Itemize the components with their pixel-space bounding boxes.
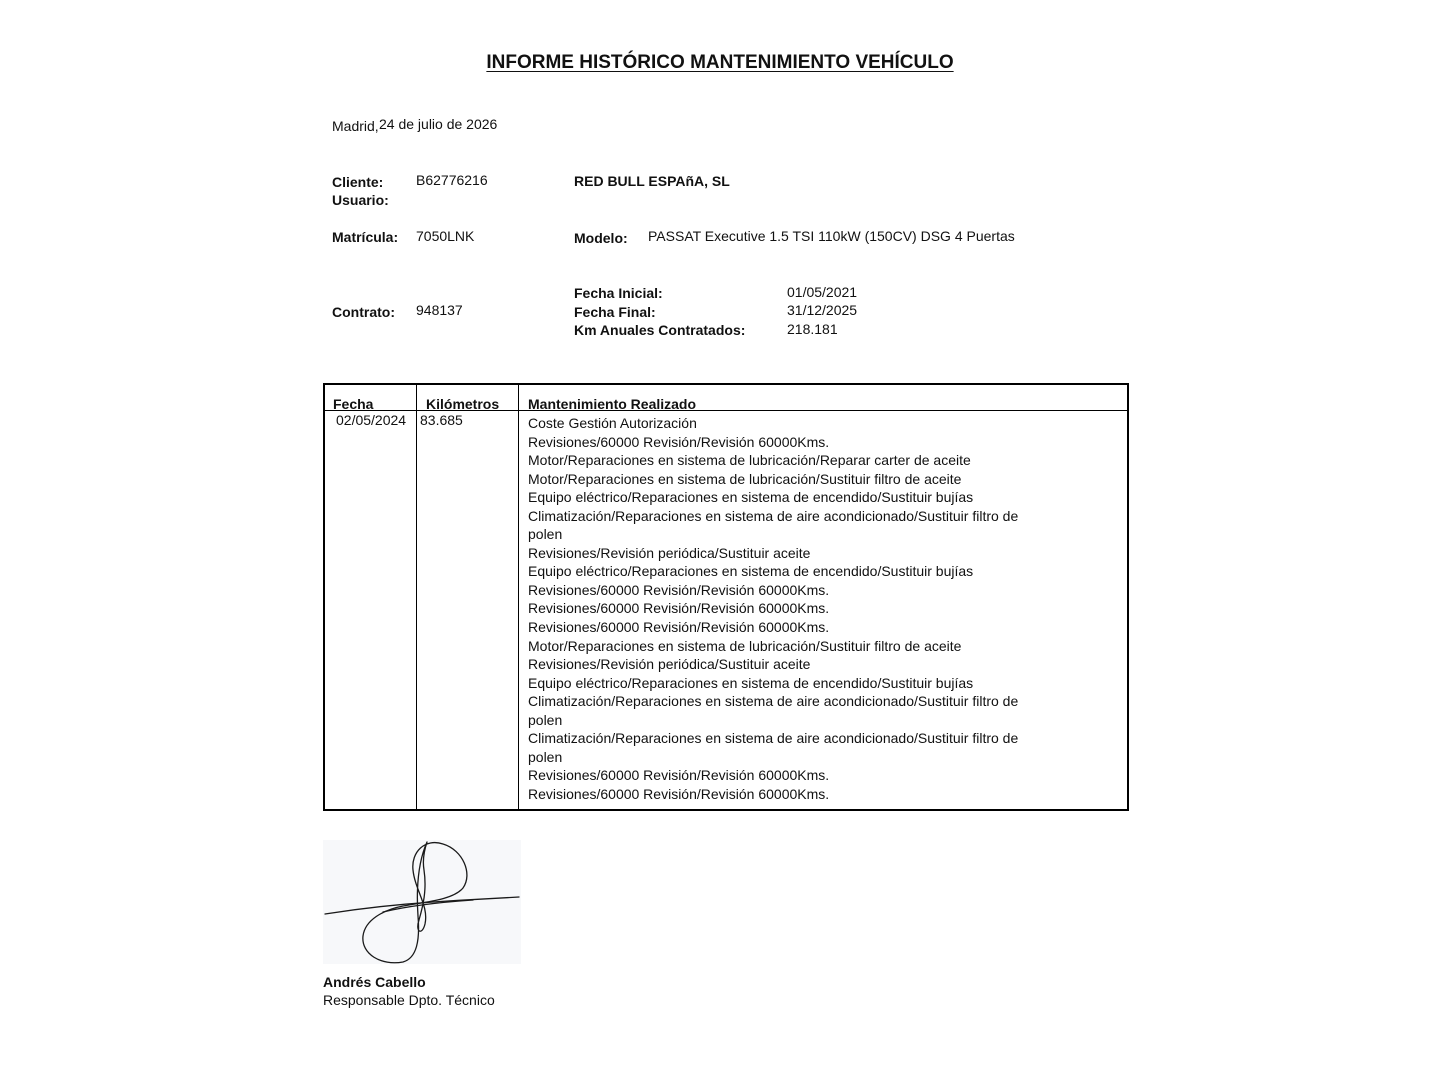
cliente-name: RED BULL ESPAñA, SL: [574, 173, 730, 189]
fecha-inicial-value: 01/05/2021: [787, 284, 858, 300]
maintenance-item: Equipo eléctrico/Reparaciones en sistema de encendido/Sustituir bujías: [528, 674, 974, 691]
km-anuales-value: 218.181: [787, 321, 838, 337]
maintenance-item: Revisiones/60000 Revisión/Revisión 60000Kms.: [528, 600, 830, 617]
cliente-label: Cliente:: [332, 174, 384, 190]
maintenance-item: Motor/Reparaciones en sistema de lubricación/Sustituir filtro de aceite: [528, 637, 962, 654]
maintenance-item: polen: [528, 526, 563, 543]
matricula-label: Matrícula:: [332, 229, 399, 245]
signature: [323, 840, 521, 964]
maintenance-item: Motor/Reparaciones en sistema de lubricación/Reparar carter de aceite: [528, 452, 971, 469]
maintenance-item: polen: [528, 748, 563, 765]
signer-role: Responsable Dpto. Técnico: [323, 992, 495, 1008]
maintenance-item: Motor/Reparaciones en sistema de lubricación/Sustituir filtro de aceite: [528, 470, 962, 487]
cliente-id: B62776216: [416, 172, 488, 188]
maintenance-items: [528, 414, 1018, 803]
modelo-value: PASSAT Executive 1.5 TSI 110kW (150CV) DSG 4 Puertas: [648, 228, 1015, 244]
matricula-value: 7050LNK: [416, 228, 475, 244]
maintenance-item: Revisiones/60000 Revisión/Revisión 60000Kms.: [528, 581, 830, 598]
maintenance-table: [323, 383, 1129, 811]
fecha-inicial-label: Fecha Inicial:: [574, 285, 663, 301]
fecha-final-value: 31/12/2025: [787, 302, 858, 318]
contrato-label: Contrato:: [332, 304, 395, 320]
maintenance-item: Equipo eléctrico/Reparaciones en sistema de encendido/Sustituir bujías: [528, 489, 974, 506]
row-km: 83.685: [420, 412, 463, 428]
usuario-label: Usuario:: [332, 192, 389, 208]
row-fecha: 02/05/2024: [336, 412, 407, 428]
maintenance-item: Climatización/Reparaciones en sistema de aire acondicionado/Sustituir filtro de: [528, 507, 1019, 524]
header-fecha: Fecha: [333, 396, 374, 412]
maintenance-item: polen: [528, 711, 563, 728]
maintenance-item: Revisiones/Revisión periódica/Sustituir aceite: [528, 544, 811, 561]
header-kilometros: Kilómetros: [426, 396, 500, 412]
maintenance-item: Equipo eléctrico/Reparaciones en sistema de encendido/Sustituir bujías: [528, 563, 974, 580]
maintenance-item: Revisiones/60000 Revisión/Revisión 60000Kms.: [528, 767, 830, 784]
km-anuales-label: Km Anuales Contratados:: [574, 322, 746, 338]
column-divider: [416, 385, 417, 809]
maintenance-item: Climatización/Reparaciones en sistema de aire acondicionado/Sustituir filtro de: [528, 693, 1019, 710]
report-place: Madrid,: [332, 118, 379, 134]
signature-icon: [323, 840, 521, 964]
fecha-final-label: Fecha Final:: [574, 304, 656, 320]
maintenance-item: Revisiones/60000 Revisión/Revisión 60000Kms.: [528, 619, 830, 636]
header-mantenimiento: Mantenimiento Realizado: [528, 396, 697, 412]
maintenance-item: Revisiones/Revisión periódica/Sustituir aceite: [528, 656, 811, 673]
signer-name: Andrés Cabello: [323, 974, 426, 990]
maintenance-item: Revisiones/60000 Revisión/Revisión 60000Kms.: [528, 433, 830, 450]
modelo-label: Modelo:: [574, 230, 628, 246]
report-date: 24 de julio de 2026: [379, 116, 498, 132]
report-title: INFORME HISTÓRICO MANTENIMIENTO VEHÍCULO: [486, 52, 954, 73]
column-divider: [518, 385, 519, 809]
maintenance-item: Coste Gestión Autorización: [528, 415, 697, 431]
maintenance-item: Revisiones/60000 Revisión/Revisión 60000Kms.: [528, 785, 830, 802]
maintenance-item: Climatización/Reparaciones en sistema de aire acondicionado/Sustituir filtro de: [528, 730, 1019, 747]
contrato-value: 948137: [416, 302, 463, 318]
